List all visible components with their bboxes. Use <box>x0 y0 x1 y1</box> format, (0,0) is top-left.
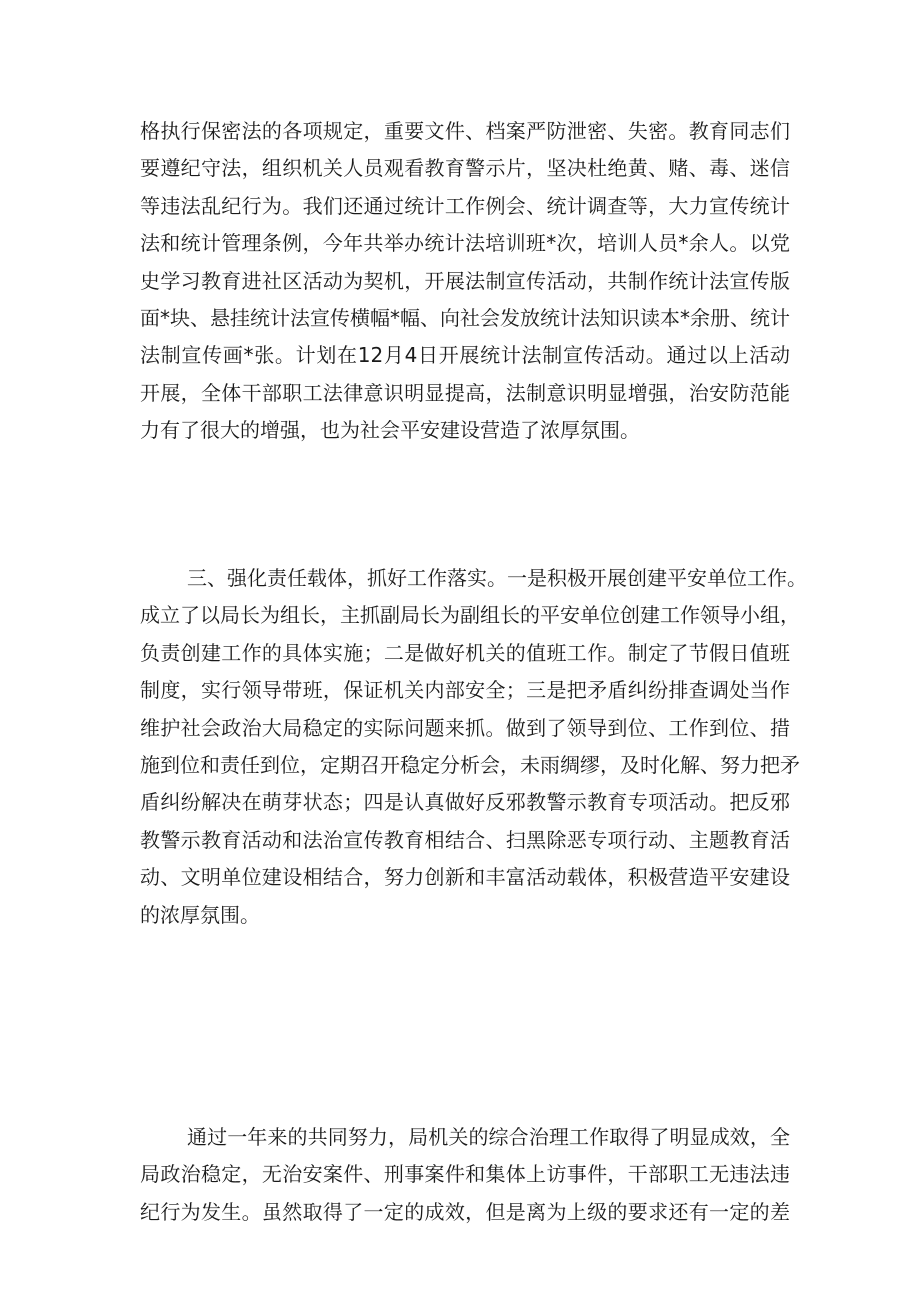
text-line: 法制宣传画*张。计划在12月4日开展统计法制宣传活动。通过以上活动 <box>140 343 790 368</box>
text-line: 施到位和责任到位，定期召开稳定分析会，未雨绸缪，及时化解、努力把矛 <box>140 752 800 777</box>
text-line: 面*块、悬挂统计法宣传横幅*幅、向社会发放统计法知识读本*余册、统计 <box>140 305 790 330</box>
text-line: 盾纠纷解决在萌芽状态；四是认真做好反邪教警示教育专项活动。把反邪 <box>140 790 790 815</box>
text-line: 通过一年来的共同努力，局机关的综合治理工作取得了明显成效，全 <box>187 1125 790 1149</box>
paragraph-legal-education <box>140 113 790 450</box>
text-line: 的浓厚氛围。 <box>140 902 260 927</box>
text-line: 三、强化责任载体，抓好工作落实。一是积极开展创建平安单位工作。 <box>187 566 807 590</box>
text-line: 史学习教育进社区活动为契机，开展法制宣传活动，共制作统计法宣传版 <box>140 268 790 293</box>
paragraph-summary <box>140 1119 790 1231</box>
text-line: 等违法乱纪行为。我们还通过统计工作例会、统计调查等，大力宣传统计 <box>140 193 790 218</box>
text-line: 局政治稳定，无治安案件、刑事案件和集体上访事件，干部职工无违法违 <box>140 1162 790 1187</box>
text-line: 成立了以局长为组长，主抓副局长为副组长的平安单位创建工作领导小组， <box>140 603 800 628</box>
text-line: 开展，全体干部职工法律意识明显提高，法制意识明显增强，治安防范能 <box>140 380 790 405</box>
text-line: 负责创建工作的具体实施；二是做好机关的值班工作。制定了节假日值班 <box>140 640 790 665</box>
text-line: 纪行为发生。虽然取得了一定的成效，但是离为上级的要求还有一定的差 <box>140 1199 790 1224</box>
text-line: 维护社会政治大局稳定的实际问题来抓。做到了领导到位、工作到位、措 <box>140 715 790 740</box>
text-line: 教警示教育活动和法治宣传教育相结合、扫黑除恶专项行动、主题教育活 <box>140 827 790 852</box>
text-line: 法和统计管理条例，今年共举办统计法培训班*次，培训人员*余人。以党 <box>140 231 790 256</box>
text-line: 制度，实行领导带班，保证机关内部安全；三是把矛盾纠纷排查调处当作 <box>140 678 790 703</box>
paragraph-responsibility <box>140 560 807 934</box>
text-line: 要遵纪守法，组织机关人员观看教育警示片，坚决杜绝黄、赌、毒、迷信 <box>140 156 790 181</box>
text-line: 动、文明单位建设相结合，努力创新和丰富活动载体，积极营造平安建设 <box>140 865 790 890</box>
text-line: 格执行保密法的各项规定，重要文件、档案严防泄密、失密。教育同志们 <box>140 119 790 143</box>
text-line: 力有了很大的增强，也为社会平安建设营造了浓厚氛围。 <box>140 418 640 443</box>
